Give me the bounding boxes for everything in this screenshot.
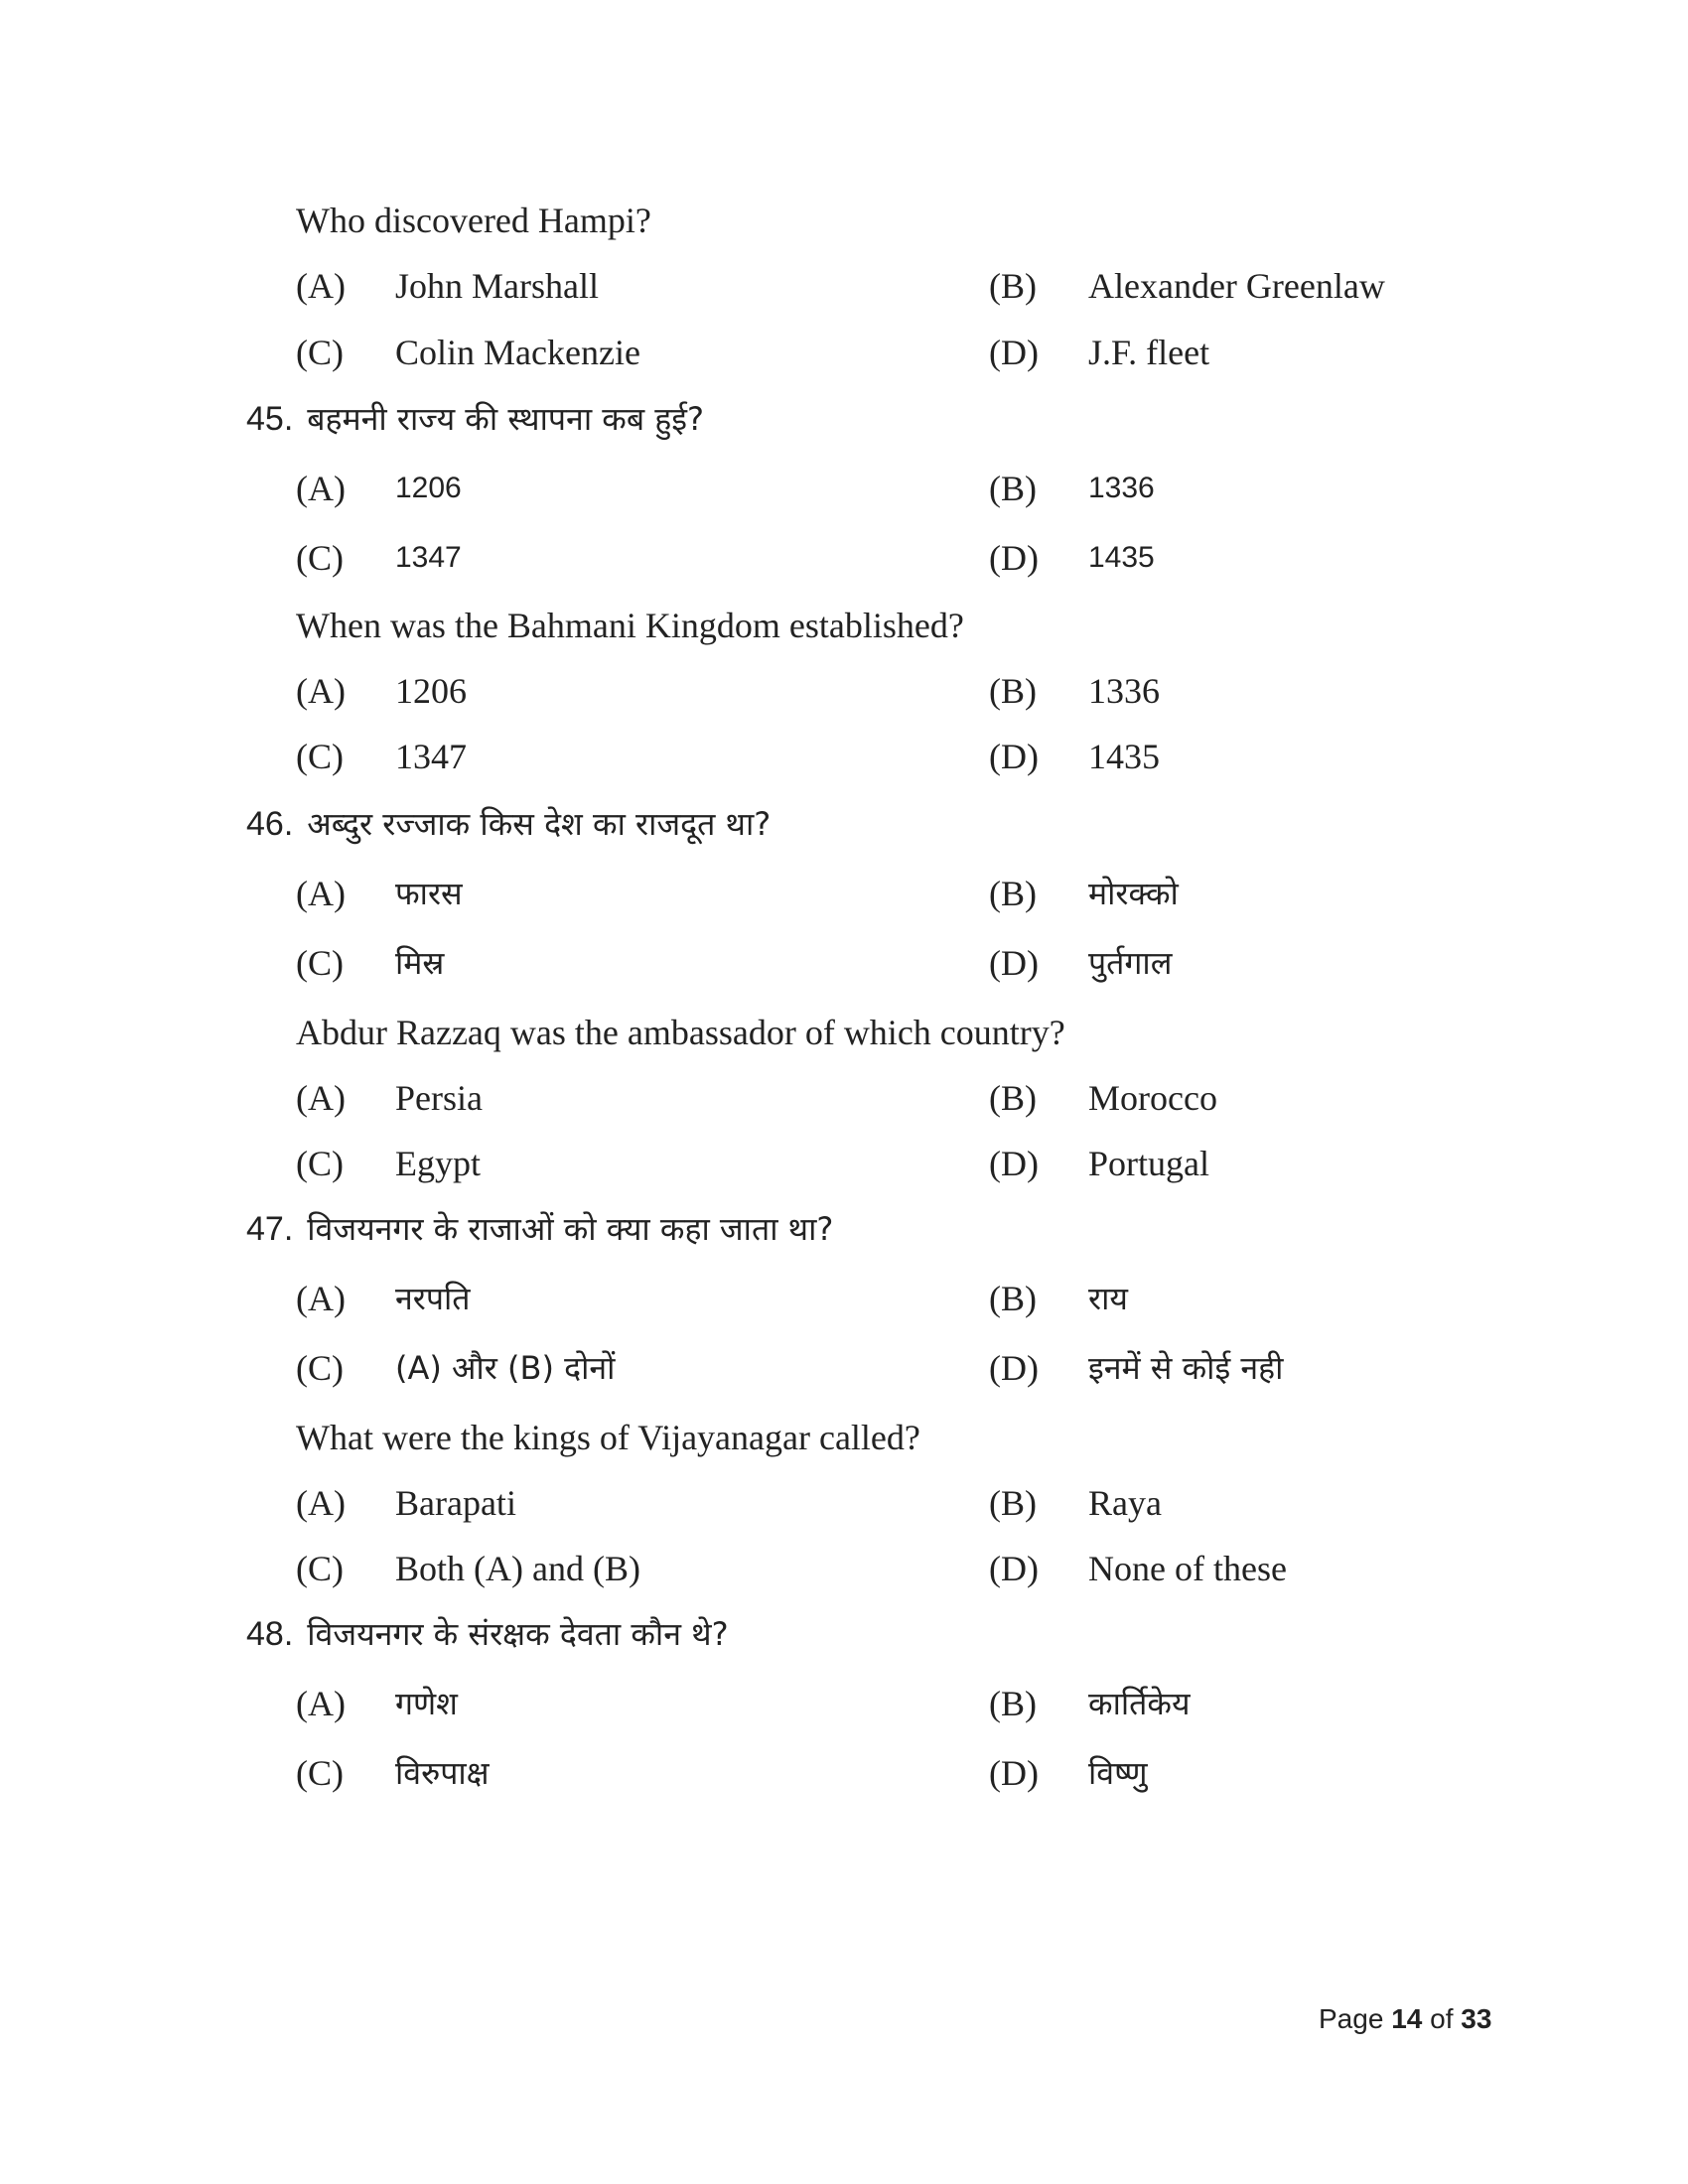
option-label: (A): [296, 1483, 346, 1523]
option-label: (B): [989, 1684, 1037, 1723]
option-text: 1336: [1088, 671, 1160, 711]
option-text: Persia: [395, 1078, 483, 1118]
option-label: (B): [989, 671, 1037, 711]
option-label: (A): [296, 1078, 346, 1118]
question-45-hindi: [246, 397, 704, 441]
option-text: Egypt: [395, 1144, 481, 1183]
question-text: बहमनी राज्य की स्थापना कब हुई?: [307, 400, 704, 438]
option-label: (A): [296, 1684, 346, 1723]
option-text: 1336: [1088, 472, 1155, 504]
option-text: गणेश: [395, 1685, 458, 1722]
option-text: None of these: [1088, 1549, 1287, 1588]
option-text: विरुपाक्ष: [395, 1754, 490, 1792]
question-44-english: Who discovered Hampi?: [296, 201, 651, 240]
option-text: कार्तिकेय: [1088, 1685, 1191, 1722]
option-text: विष्णु: [1088, 1754, 1148, 1792]
option-text: Barapati: [395, 1483, 516, 1523]
option-text: Alexander Greenlaw: [1088, 266, 1385, 306]
option-label: (D): [989, 1144, 1039, 1183]
option-label: (D): [989, 1549, 1039, 1588]
question-47-english: What were the kings of Vijayanagar called?: [296, 1418, 920, 1457]
option-text: राय: [1088, 1280, 1128, 1317]
option-text: Morocco: [1088, 1078, 1217, 1118]
option-text: (A) और (B) दोनों: [395, 1349, 616, 1387]
option-text: 1206: [395, 671, 467, 711]
option-label: (D): [989, 538, 1039, 578]
option-label: (D): [989, 1348, 1039, 1388]
option-text: 1347: [395, 541, 462, 574]
option-text: J.F. fleet: [1088, 333, 1210, 372]
option-text: 1435: [1088, 737, 1160, 776]
question-text: विजयनगर के राजाओं को क्या कहा जाता था?: [307, 1210, 834, 1248]
option-text: Portugal: [1088, 1144, 1209, 1183]
option-text: नरपति: [395, 1280, 471, 1317]
question-48-hindi: [246, 1612, 729, 1656]
option-label: (B): [989, 874, 1037, 913]
option-label: (D): [989, 333, 1039, 372]
question-46-english: Abdur Razzaq was the ambassador of which country?: [296, 1013, 1065, 1052]
question-45-english: When was the Bahmani Kingdom established?: [296, 606, 964, 645]
option-label: (C): [296, 1144, 344, 1183]
question-number: 47.: [246, 1210, 294, 1248]
option-text: Raya: [1088, 1483, 1162, 1523]
option-text: 1435: [1088, 541, 1155, 574]
question-number: 48.: [246, 1615, 294, 1653]
option-label: (A): [296, 671, 346, 711]
option-text: मोरक्को: [1088, 875, 1179, 912]
question-47-hindi: [246, 1207, 833, 1251]
option-label: (C): [296, 538, 344, 578]
option-label: (B): [989, 1078, 1037, 1118]
option-label: (A): [296, 874, 346, 913]
option-label: (C): [296, 1348, 344, 1388]
option-text: पुर्तगाल: [1088, 944, 1173, 982]
option-label: (B): [989, 266, 1037, 306]
option-text: 1206: [395, 472, 462, 504]
option-label: (B): [989, 469, 1037, 508]
question-46-hindi: [246, 802, 771, 846]
question-text: अब्दुर रज्जाक किस देश का राजदूत था?: [307, 805, 772, 843]
option-text: मिस्र: [395, 944, 445, 982]
option-text: Both (A) and (B): [395, 1549, 640, 1588]
option-label: (A): [296, 1279, 346, 1318]
page-of-label: of: [1430, 2003, 1454, 2034]
question-number: 46.: [246, 805, 294, 843]
option-label: (D): [989, 737, 1039, 776]
page-prefix: Page: [1319, 2003, 1384, 2034]
option-text: फारस: [395, 875, 463, 912]
page-number-footer: [1319, 2001, 1491, 2037]
option-label: (C): [296, 943, 344, 983]
option-text: इनमें से कोई नही: [1088, 1349, 1284, 1387]
option-text: John Marshall: [395, 266, 599, 306]
option-label: (C): [296, 1753, 344, 1793]
option-label: (A): [296, 469, 346, 508]
current-page-number: 14: [1391, 2003, 1423, 2034]
option-label: (B): [989, 1279, 1037, 1318]
option-text: Colin Mackenzie: [395, 333, 640, 372]
option-label: (C): [296, 1549, 344, 1588]
option-label: (D): [989, 1753, 1039, 1793]
question-text: विजयनगर के संरक्षक देवता कौन थे?: [307, 1615, 729, 1653]
option-label: (A): [296, 266, 346, 306]
option-label: (C): [296, 333, 344, 372]
option-text: 1347: [395, 737, 467, 776]
option-label: (B): [989, 1483, 1037, 1523]
option-label: (C): [296, 737, 344, 776]
total-page-count: 33: [1461, 2003, 1492, 2034]
option-label: (D): [989, 943, 1039, 983]
question-number: 45.: [246, 400, 294, 438]
